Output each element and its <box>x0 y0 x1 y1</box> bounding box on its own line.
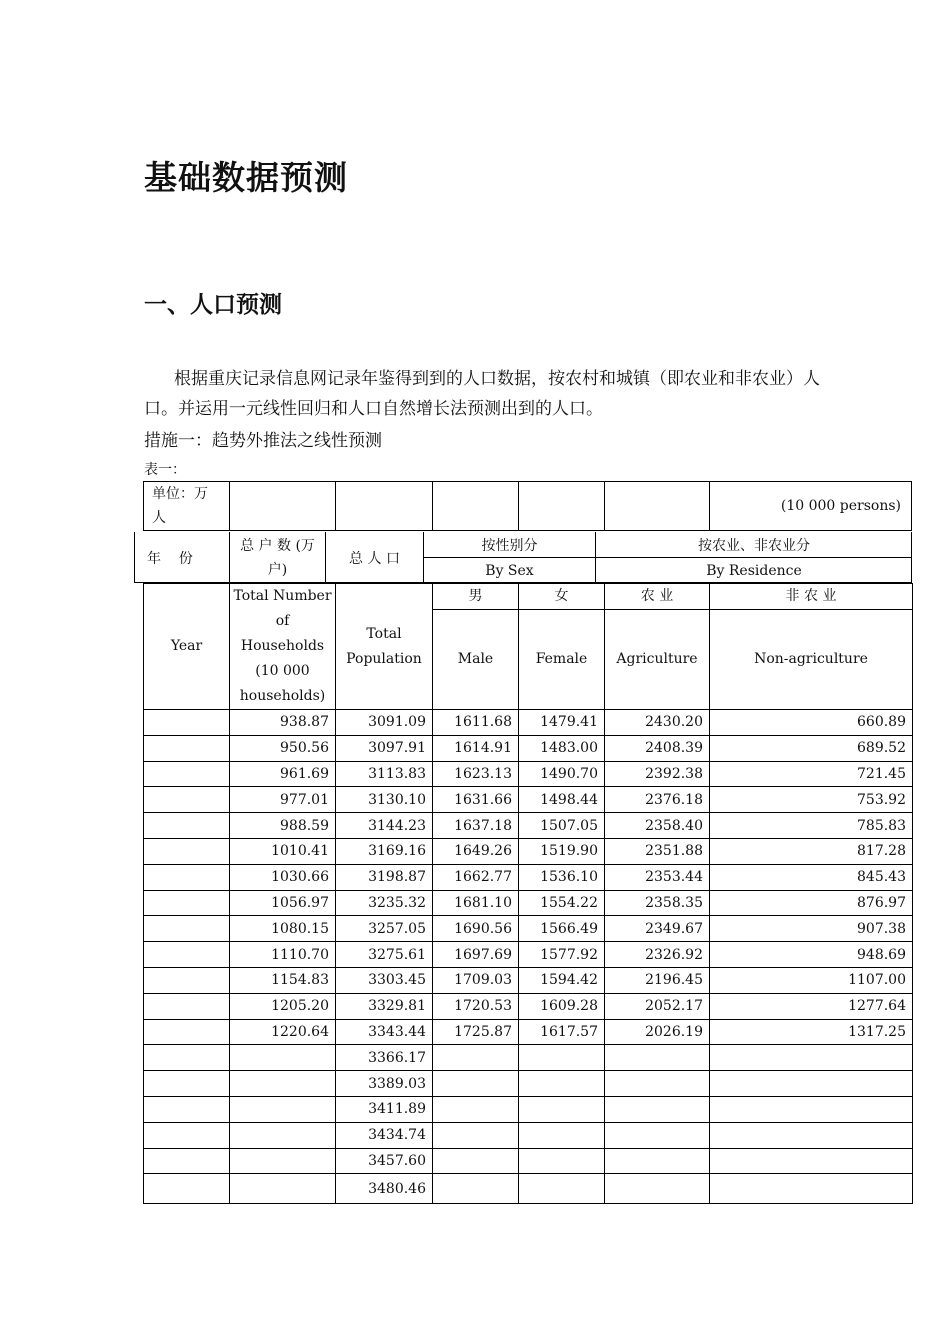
population-cell: 3275.61 <box>336 942 433 968</box>
female-cell <box>519 1096 605 1122</box>
agri-cell: 2196.45 <box>605 967 710 993</box>
population-cell: 3130.10 <box>336 787 433 813</box>
nonagri-cell: 785.83 <box>710 813 913 839</box>
table-row <box>144 1096 913 1122</box>
male-cell: 1709.03 <box>433 967 519 993</box>
male-cell: 1725.87 <box>433 1019 519 1045</box>
table-row <box>144 813 913 839</box>
table-row <box>144 1019 913 1045</box>
population-cell: 3144.23 <box>336 813 433 839</box>
households-cell: 961.69 <box>230 761 336 787</box>
male-cell: 1662.77 <box>433 864 519 890</box>
table-row <box>144 916 913 942</box>
by-residence-header-cn: 按农业、非农业分 <box>698 537 810 554</box>
year-cell <box>144 1045 230 1071</box>
table-caption: 表一： <box>144 462 186 478</box>
agri-header-cn: 农 业 <box>605 584 710 610</box>
households-cell: 1056.97 <box>230 890 336 916</box>
intro-paragraph: 根据重庆记录信息网记录年鉴得到到的人口数据，按农村和城镇（即农业和非农业）人口。并运用一元线性回归和人口自然增长法预测出到的人口。 <box>144 369 820 419</box>
nonagri-cell: 1317.25 <box>710 1019 913 1045</box>
table-row <box>144 735 913 761</box>
agri-cell <box>605 1174 710 1204</box>
table-row <box>144 1174 913 1204</box>
nonagri-cell: 721.45 <box>710 761 913 787</box>
year-cell <box>144 1148 230 1174</box>
households-cell: 950.56 <box>230 735 336 761</box>
population-cell: 3329.81 <box>336 993 433 1019</box>
population-header-en: Total Population <box>336 584 433 710</box>
nonagri-cell: 660.89 <box>710 710 913 736</box>
agri-cell <box>605 1122 710 1148</box>
header-band <box>134 532 912 583</box>
population-cell: 3411.89 <box>336 1096 433 1122</box>
table-row <box>144 787 913 813</box>
year-cell <box>144 761 230 787</box>
agri-header-en: Agriculture <box>605 610 710 710</box>
unit-blank-cell <box>230 482 336 530</box>
year-cell <box>144 813 230 839</box>
table-row <box>144 864 913 890</box>
male-cell: 1637.18 <box>433 813 519 839</box>
population-cell: 3366.17 <box>336 1045 433 1071</box>
year-header-en: Year <box>144 584 230 710</box>
households-cell: 938.87 <box>230 710 336 736</box>
male-cell: 1649.26 <box>433 838 519 864</box>
table-row <box>144 942 913 968</box>
households-cell <box>230 1096 336 1122</box>
section-heading: 一、人口预测 <box>144 291 282 318</box>
agri-cell: 2326.92 <box>605 942 710 968</box>
households-header-cn: 总 户 数 (万户) <box>240 537 315 578</box>
agri-cell: 2026.19 <box>605 1019 710 1045</box>
agri-cell <box>605 1096 710 1122</box>
population-cell: 3091.09 <box>336 710 433 736</box>
year-cell <box>144 942 230 968</box>
population-cell: 3434.74 <box>336 1122 433 1148</box>
male-cell: 1690.56 <box>433 916 519 942</box>
male-cell <box>433 1045 519 1071</box>
year-cell <box>144 916 230 942</box>
nonagri-cell: 1277.64 <box>710 993 913 1019</box>
nonagri-cell: 876.97 <box>710 890 913 916</box>
year-cell <box>144 890 230 916</box>
table-row <box>144 967 913 993</box>
table-row <box>144 890 913 916</box>
male-cell <box>433 1071 519 1097</box>
households-header-en: Total Number of Households (10 000 households) <box>230 584 336 710</box>
year-cell <box>144 1096 230 1122</box>
households-cell: 1220.64 <box>230 1019 336 1045</box>
unit-label: 单位：万人 <box>144 482 230 530</box>
male-cell <box>433 1096 519 1122</box>
agri-cell: 2349.67 <box>605 916 710 942</box>
female-cell: 1498.44 <box>519 787 605 813</box>
table-row <box>144 1148 913 1174</box>
nonagri-cell: 845.43 <box>710 864 913 890</box>
nonagri-cell <box>710 1045 913 1071</box>
population-cell: 3235.32 <box>336 890 433 916</box>
nonagri-cell <box>710 1071 913 1097</box>
female-cell <box>519 1148 605 1174</box>
male-cell <box>433 1148 519 1174</box>
table-row <box>144 1071 913 1097</box>
year-cell <box>144 967 230 993</box>
female-cell: 1536.10 <box>519 864 605 890</box>
male-cell: 1631.66 <box>433 787 519 813</box>
table-row <box>144 838 913 864</box>
male-cell: 1697.69 <box>433 942 519 968</box>
year-cell <box>144 993 230 1019</box>
agri-cell <box>605 1071 710 1097</box>
year-cell <box>144 864 230 890</box>
population-table <box>143 583 913 1204</box>
male-cell: 1611.68 <box>433 710 519 736</box>
female-cell: 1617.57 <box>519 1019 605 1045</box>
table-row <box>144 1045 913 1071</box>
agri-cell: 2358.35 <box>605 890 710 916</box>
male-header-cn: 男 <box>433 584 519 610</box>
households-cell <box>230 1148 336 1174</box>
agri-cell: 2351.88 <box>605 838 710 864</box>
female-header-en: Female <box>519 610 605 710</box>
population-header-cn: 总 人 口 <box>349 550 400 567</box>
year-cell <box>144 838 230 864</box>
agri-cell <box>605 1045 710 1071</box>
nonagri-header-cn: 非 农 业 <box>710 584 913 610</box>
nonagri-cell: 948.69 <box>710 942 913 968</box>
agri-cell: 2430.20 <box>605 710 710 736</box>
table-row <box>144 710 913 736</box>
households-cell: 1010.41 <box>230 838 336 864</box>
year-cell <box>144 1071 230 1097</box>
households-cell: 1030.66 <box>230 864 336 890</box>
nonagri-cell: 1107.00 <box>710 967 913 993</box>
households-cell: 977.01 <box>230 787 336 813</box>
agri-cell: 2052.17 <box>605 993 710 1019</box>
female-cell <box>519 1045 605 1071</box>
population-cell: 3169.16 <box>336 838 433 864</box>
year-cell <box>144 710 230 736</box>
population-cell: 3457.60 <box>336 1148 433 1174</box>
households-cell <box>230 1122 336 1148</box>
year-cell <box>144 1019 230 1045</box>
households-cell <box>230 1045 336 1071</box>
female-cell: 1609.28 <box>519 993 605 1019</box>
agri-cell: 2358.40 <box>605 813 710 839</box>
year-cell <box>144 735 230 761</box>
female-cell: 1490.70 <box>519 761 605 787</box>
nonagri-cell: 689.52 <box>710 735 913 761</box>
unit-blank-cell <box>336 482 433 530</box>
female-cell: 1519.90 <box>519 838 605 864</box>
nonagri-cell: 817.28 <box>710 838 913 864</box>
nonagri-cell: 753.92 <box>710 787 913 813</box>
unit-english: (10 000 persons) <box>780 498 901 514</box>
male-header-en: Male <box>433 610 519 710</box>
male-cell: 1623.13 <box>433 761 519 787</box>
population-cell: 3198.87 <box>336 864 433 890</box>
male-cell: 1720.53 <box>433 993 519 1019</box>
table-row <box>144 1122 913 1148</box>
nonagri-header-en: Non-agriculture <box>710 610 913 710</box>
female-cell: 1507.05 <box>519 813 605 839</box>
method-line: 措施一：趋势外推法之线性预测 <box>144 431 382 451</box>
unit-row <box>143 481 912 531</box>
households-cell: 1110.70 <box>230 942 336 968</box>
households-cell: 1080.15 <box>230 916 336 942</box>
nonagri-cell <box>710 1174 913 1204</box>
nonagri-cell <box>710 1096 913 1122</box>
female-header-cn: 女 <box>519 584 605 610</box>
female-cell <box>519 1071 605 1097</box>
nonagri-cell: 907.38 <box>710 916 913 942</box>
header-row-cn <box>144 584 913 610</box>
agri-cell: 2376.18 <box>605 787 710 813</box>
agri-cell: 2392.38 <box>605 761 710 787</box>
by-sex-header-cn: 按性别分 <box>481 537 538 554</box>
female-cell: 1554.22 <box>519 890 605 916</box>
households-cell <box>230 1174 336 1204</box>
female-cell: 1566.49 <box>519 916 605 942</box>
population-cell: 3097.91 <box>336 735 433 761</box>
by-residence-header-en: By Residence <box>706 562 802 579</box>
nonagri-cell <box>710 1122 913 1148</box>
unit-blank-cell <box>433 482 519 530</box>
page-title: 基础数据预测 <box>144 158 348 197</box>
population-cell: 3257.05 <box>336 916 433 942</box>
female-cell: 1483.00 <box>519 735 605 761</box>
male-cell <box>433 1122 519 1148</box>
male-cell: 1614.91 <box>433 735 519 761</box>
year-header-cn: 年 份 <box>147 550 193 567</box>
table-row <box>144 761 913 787</box>
population-cell: 3303.45 <box>336 967 433 993</box>
female-cell: 1577.92 <box>519 942 605 968</box>
agri-cell: 2408.39 <box>605 735 710 761</box>
by-sex-header-en: By Sex <box>485 562 534 579</box>
population-cell: 3480.46 <box>336 1174 433 1204</box>
unit-blank-cell <box>519 482 605 530</box>
year-cell <box>144 1174 230 1204</box>
households-cell: 1205.20 <box>230 993 336 1019</box>
female-cell <box>519 1122 605 1148</box>
year-cell <box>144 1122 230 1148</box>
year-cell <box>144 787 230 813</box>
female-cell: 1594.42 <box>519 967 605 993</box>
households-cell: 988.59 <box>230 813 336 839</box>
agri-cell <box>605 1148 710 1174</box>
unit-blank-cell <box>605 482 710 530</box>
nonagri-cell <box>710 1148 913 1174</box>
population-cell: 3389.03 <box>336 1071 433 1097</box>
households-cell <box>230 1071 336 1097</box>
population-cell: 3343.44 <box>336 1019 433 1045</box>
male-cell <box>433 1174 519 1204</box>
female-cell: 1479.41 <box>519 710 605 736</box>
female-cell <box>519 1174 605 1204</box>
agri-cell: 2353.44 <box>605 864 710 890</box>
table-row <box>144 993 913 1019</box>
households-cell: 1154.83 <box>230 967 336 993</box>
population-cell: 3113.83 <box>336 761 433 787</box>
male-cell: 1681.10 <box>433 890 519 916</box>
